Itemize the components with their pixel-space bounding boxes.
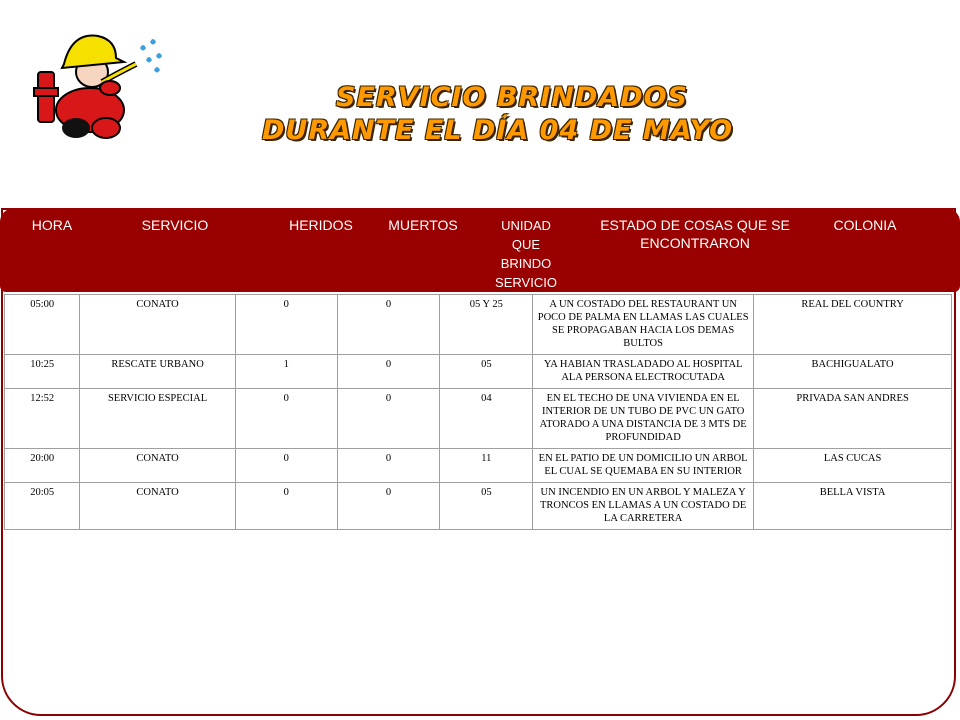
header-estado: ESTADO DE COSAS QUE SE ENCONTRARON [600,217,790,251]
table-header [0,208,960,292]
table-row [5,449,952,483]
cell-servicio: RESCATE URBANO [80,355,235,389]
cell-muertos: 0 [337,295,440,355]
cell-muertos: 0 [337,389,440,449]
header-unidad: UNIDAD QUE BRINDO SERVICIO [495,218,557,290]
header-heridos: HERIDOS [289,217,353,233]
title-line-1: SERVICIO BRINDADOS [336,82,688,113]
cell-servicio: CONATO [80,449,235,483]
firefighter-mascot-icon [28,28,168,146]
cell-unidad: 04 [440,389,533,449]
cell-estado: UN INCENDIO EN UN ARBOL Y MALEZA Y TRONCOS EN LLAMAS A UN COSTADO DE LA CARRETERA [533,483,754,530]
cell-unidad: 05 [440,483,533,530]
cell-servicio: SERVICIO ESPECIAL [80,389,235,449]
cell-hora: 20:05 [5,483,80,530]
table-row [5,295,952,355]
cell-colonia: REAL DEL COUNTRY [754,295,952,355]
cell-heridos: 0 [235,389,337,449]
cell-colonia: BELLA VISTA [754,483,952,530]
cell-unidad: 05 Y 25 [440,295,533,355]
cell-hora: 12:52 [5,389,80,449]
cell-muertos: 0 [337,355,440,389]
cell-unidad: 11 [440,449,533,483]
cell-estado: EN EL TECHO DE UNA VIVIENDA EN EL INTERIOR DE UN TUBO DE PVC UN GATO ATORADO A UNA DISTANCIA DE 3 MTS DE PROFUNDIDAD [533,389,754,449]
table-row [5,389,952,449]
title-line-2: DURANTE EL DÍA 04 DE MAYO [262,115,734,146]
cell-colonia: PRIVADA SAN ANDRES [754,389,952,449]
header-colonia: COLONIA [833,217,897,233]
services-table [4,294,952,530]
table-row [5,483,952,530]
cell-heridos: 0 [235,483,337,530]
cell-estado: EN EL PATIO DE UN DOMICILIO UN ARBOL EL CUAL SE QUEMABA EN SU INTERIOR [533,449,754,483]
cell-hora: 20:00 [5,449,80,483]
table-row [5,355,952,389]
cell-heridos: 1 [235,355,337,389]
header-hora: HORA [31,217,73,233]
cell-colonia: BACHIGUALATO [754,355,952,389]
cell-estado: A UN COSTADO DEL RESTAURANT UN POCO DE PALMA EN LLAMAS LAS CUALES SE PROPAGABAN HACIA LOS DEMAS BULTOS [533,295,754,355]
cell-servicio: CONATO [80,483,235,530]
cell-heridos: 0 [235,449,337,483]
header-servicio: SERVICIO [141,217,209,233]
cell-hora: 05:00 [5,295,80,355]
cell-servicio: CONATO [80,295,235,355]
cell-muertos: 0 [337,483,440,530]
cell-hora: 10:25 [5,355,80,389]
cell-muertos: 0 [337,449,440,483]
header-muertos: MUERTOS [388,217,458,233]
cell-heridos: 0 [235,295,337,355]
cell-colonia: LAS CUCAS [754,449,952,483]
cell-unidad: 05 [440,355,533,389]
cell-estado: YA HABIAN TRASLADADO AL HOSPITAL ALA PERSONA ELECTROCUTADA [533,355,754,389]
